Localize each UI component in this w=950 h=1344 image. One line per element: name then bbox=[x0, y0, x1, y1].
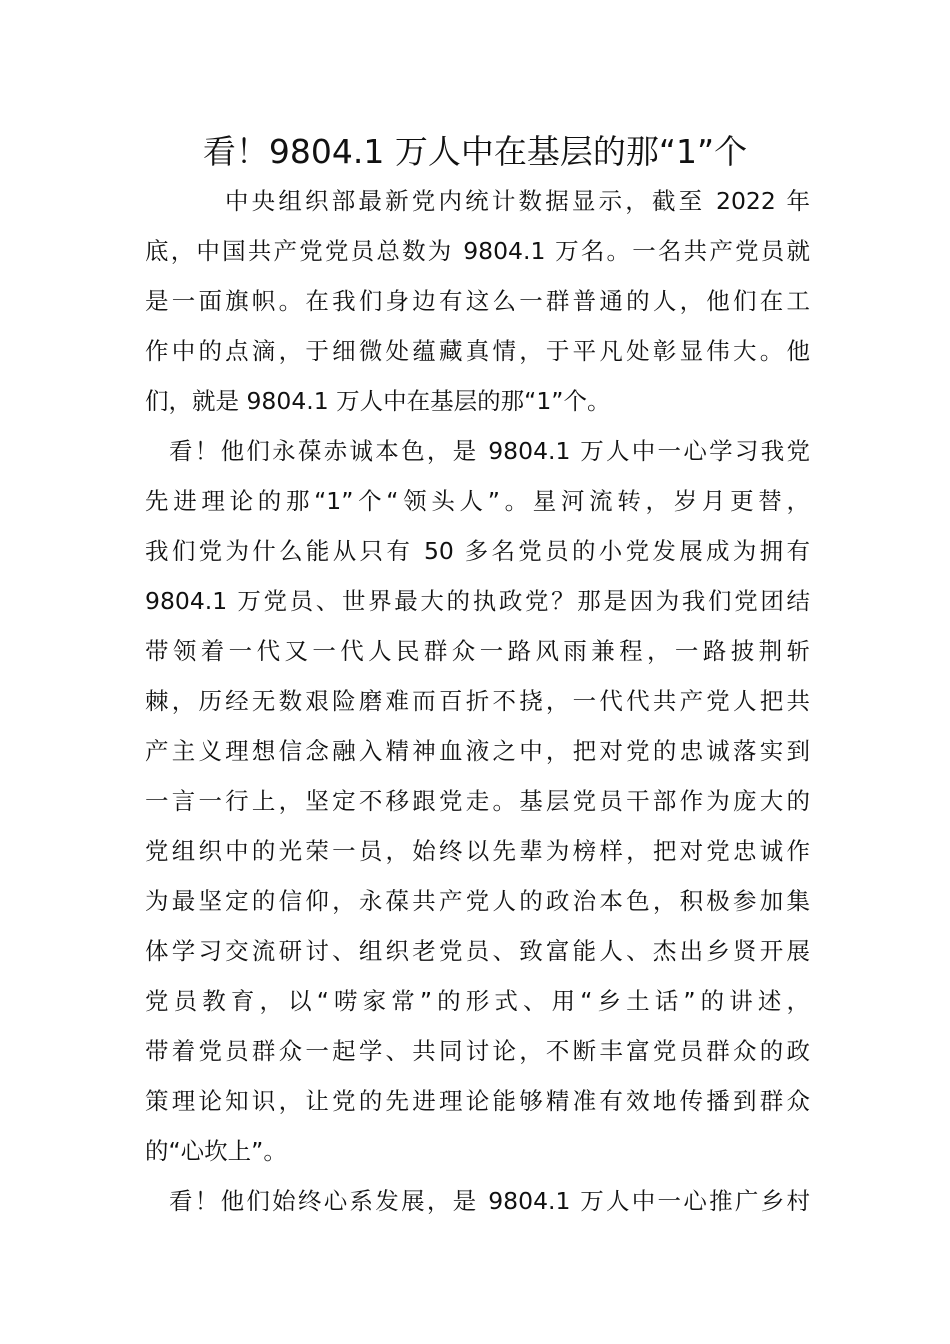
page-title: 看！9804.1 万人中在基层的那“1”个 bbox=[202, 132, 748, 171]
paragraph-2-line-13: 带着党员群众一起学、共同讨论，不断丰富党员群众的政 bbox=[145, 1037, 810, 1065]
paragraph-1-line-1: 中央组织部最新党内统计数据显示，截至 2022 年 bbox=[225, 187, 810, 215]
paragraph-3-line-1: 看！他们始终心系发展，是 9804.1 万人中一心推广乡村 bbox=[169, 1187, 810, 1215]
paragraph-2-line-5: 带领着一代又一代人民群众一路风雨兼程，一路披荆斩 bbox=[145, 637, 810, 665]
paragraph-1-line-3: 是一面旗帜。在我们身边有这么一群普通的人，他们在工 bbox=[145, 287, 810, 315]
document-body bbox=[145, 176, 810, 1226]
paragraph-2-line-11: 体学习交流研讨、组织老党员、致富能人、杰出乡贤开展 bbox=[145, 937, 810, 965]
paragraph-2-line-15: 的“心坎上”。 bbox=[145, 1137, 287, 1165]
paragraph-2-line-6: 棘，历经无数艰险磨难而百折不挠，一代代共产党人把共 bbox=[145, 687, 810, 715]
paragraph-2-line-4: 9804.1 万党员、世界最大的执政党？那是因为我们党团结 bbox=[145, 587, 810, 615]
paragraph-1-line-2: 底，中国共产党党员总数为 9804.1 万名。一名共产党员就 bbox=[145, 237, 810, 265]
paragraph-2-line-9: 党组织中的光荣一员，始终以先辈为榜样，把对党忠诚作 bbox=[145, 837, 810, 865]
paragraph-2-line-12: 党员教育，以“唠家常”的形式、用“乡土话”的讲述， bbox=[145, 987, 810, 1015]
paragraph-2-line-14: 策理论知识，让党的先进理论能够精准有效地传播到群众 bbox=[145, 1087, 810, 1115]
paragraph-1-line-4: 作中的点滴，于细微处蕴藏真情，于平凡处彰显伟大。他 bbox=[145, 337, 810, 365]
paragraph-1-line-5: 们，就是 9804.1 万人中在基层的那“1”个。 bbox=[145, 387, 611, 415]
paragraph-2-line-1: 看！他们永葆赤诚本色，是 9804.1 万人中一心学习我党 bbox=[169, 437, 810, 465]
paragraph-2-line-3: 我们党为什么能从只有 50 多名党员的小党发展成为拥有 bbox=[145, 537, 810, 565]
paragraph-2-line-7: 产主义理想信念融入精神血液之中，把对党的忠诚落实到 bbox=[145, 737, 810, 765]
paragraph-2-line-8: 一言一行上，坚定不移跟党走。基层党员干部作为庞大的 bbox=[145, 787, 810, 815]
paragraph-2-line-10: 为最坚定的信仰，永葆共产党人的政治本色，积极参加集 bbox=[145, 887, 810, 915]
paragraph-2-line-2: 先进理论的那“1”个“领头人”。星河流转，岁月更替， bbox=[145, 487, 810, 515]
